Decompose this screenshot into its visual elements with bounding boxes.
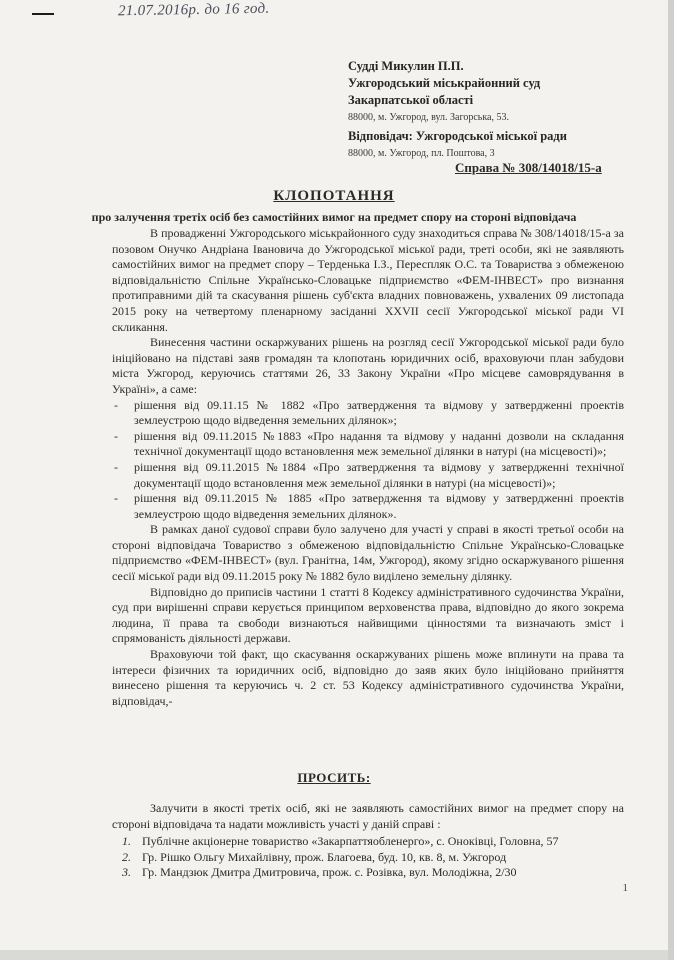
page-number: 1 [622,882,628,894]
respondent-block [348,128,567,162]
item-text: Публічне акціонерне товариство «Закарпаттяобленерго», с. Оноківці, Головна, 57 [142,834,559,848]
item-text: Гр. Мандзюк Дмитра Дмитровича, прож. с. Розівка, вул. Молодіжна, 2/30 [142,865,517,879]
decision-item: - рішення від 09.11.2015 № 1885 «Про затвердження та відмову у затвердженні проектів землеустрою щодо відведення земельних ділянок». [112,491,624,522]
decision-item: - рішення від 09.11.2015 №1883 «Про надання та відмову у наданні дозволи на складання технічної документації щодо встановлення меж земельної ділянки в натурі (на місцевості)»; [112,429,624,460]
document-subtitle: про залучення третіх осіб без самостійних вимог на предмет спору на стороні відповідача [91,210,577,224]
item-number: 1. [122,834,131,848]
item-number: 2. [122,849,131,864]
decisions-list [112,398,624,523]
item-text: Гр. Рішко Ольгу Михайлівну, прож. Благоева, буд. 10, кв. 8, м. Ужгород [142,849,507,864]
respondent-name: Відповідач: Ужгородської міської ради [348,129,567,143]
third-party-item [112,834,624,850]
paragraph-1: В провадженні Ужгородського міськрайонного суду знаходиться справа № 308/14018/15-а за позовом Онучко Андріана Івановича до Ужгородської міської ради, треті особи, які не заявляють самостійних вимог на предмет спору – Терденька І.З., Переспляк О.С. та Товариства з обмеженою відповідальністю Спільне Українсько-Словацьке підприємство «ФЕМ-ІНВЕСТ» про визнання протиправними дій та скасування рішень суб'єкта владних повноважень, ухвалених 09 листопада 2015 року на четвертому пленарному засіданні XXVII сесії Ужгородської міської ради VI скликання. [112,226,624,334]
paragraph-3: В рамках даної судової справи було залучено для участі у справі в якості третьої особи на стороні відповідача Товариство з обмеженою відповідальністю Спільне Українсько-Словацьке підприємство «ФЕМ-ІНВЕСТ» (вул. Гранітна, 14м, Ужгород), якому згідно оскаржуваного рішення сесії міської ради від 09.11.2015 року № 1882 було виділено земельну ділянку. [112,522,624,584]
third-party-item [112,850,624,866]
addressee-region: Закарпатської області [348,93,474,107]
top-dash-mark [32,13,54,15]
paragraph-4: Відповідно до приписів частини 1 статті 8 Кодексу адміністративного судочинства України, суд при вирішенні справи керується принципом верховенства права, відповідно до якого зокрема людина, її права та свободи визнаються найвищими цінностями та визначають зміст і спрямованість діяльності держави. [112,584,624,646]
respondent-address: 88000, м. Ужгород, пл. Поштова, 3 [348,148,495,159]
handwritten-note: 21.07.2016р. до 16 год. [117,0,270,20]
third-parties-list [112,834,624,881]
decision-item: - рішення від 09.11.2015 №1884 «Про затвердження та відмову у затвердженні технічної документації щодо встановлення меж земельної ділянки в натурі (на місцевості)»; [112,460,624,491]
document-title: КЛОПОТАННЯ [273,188,395,204]
document-body [112,226,624,709]
third-party-item [112,865,624,881]
addressee-court: Ужгородський міськрайонний суд [348,76,541,90]
addressee-address: 88000, м. Ужгород, вул. Загорська, 53. [348,112,509,123]
case-number: Справа № 308/14018/15-а [455,160,602,175]
item-number: 3. [122,865,131,879]
paragraph-2: Винесення частини оскаржуваних рішень на розгляд сесії Ужгородської міської ради було ініційовано на підставі заяв громадян та клопотань юридичних осіб, враховуючи план забудови міста Ужгород, керуючись статтями 26, 33 Закону України «Про місцеве самоврядування в Україні», а саме: [112,335,624,396]
page-edge-shadow [668,0,674,960]
paragraph-5: Враховуючи той факт, що скасування оскаржуваних рішень може вплинути на права та інтереси фізичних та юридичних осіб, відповідно до заяв яких було ініційовано прийняття винесено рішення та керуючись ч. 2 ст. 53 Кодексу адміністративного судочинства України, відповідач,- [112,647,624,708]
request-heading: ПРОСИТЬ: [297,770,371,785]
addressee-judge: Судді Микулин П.П. [348,59,464,73]
request-text: Залучити в якості третіх осіб, які не заявляють самостійних вимог на предмет спору на стороні відповідача та надати можливість участі у даній справі : [112,801,624,831]
addressee-block [348,58,540,126]
request-block [112,800,624,881]
decision-item: - рішення від 09.11.15 № 1882 «Про затвердження та відмову у затвердженні проектів землеустрою щодо відведення земельних ділянок»; [112,398,624,429]
